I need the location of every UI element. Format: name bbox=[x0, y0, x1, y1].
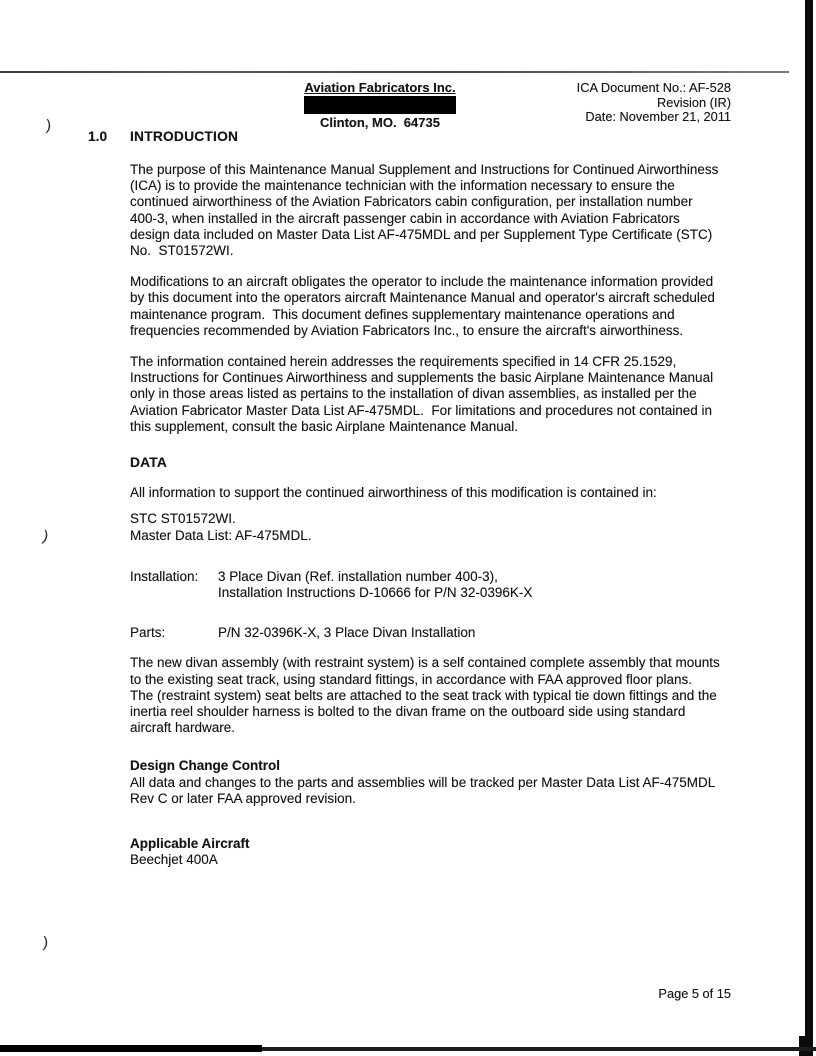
applicable-aircraft-title: Applicable Aircraft bbox=[130, 836, 250, 852]
design-change-block bbox=[130, 758, 721, 807]
data-references bbox=[130, 511, 721, 543]
applicable-aircraft-block bbox=[130, 836, 721, 868]
scan-edge-bottom-left-bar bbox=[0, 1045, 262, 1052]
document-info-block bbox=[577, 81, 731, 125]
data-section-title: DATA bbox=[130, 455, 168, 471]
divan-assembly-paragraph: The new divan assembly (with restraint system) is a self contained complete assembly that mounts to the existing seat track, using standard fittings, in accordance with FAA approved floor plans. The (restraint system) seat belts are attached to the seat track with typical tie down fittings and the inertia reel shoulder harness is bolted to the divan frame on the outboard side using standard aircraft hardware. bbox=[130, 655, 724, 736]
company-city: Clinton, MO. 64735 bbox=[320, 115, 440, 130]
scan-pen-mark: ) bbox=[42, 933, 49, 952]
stc-reference: STC ST01572WI. bbox=[130, 511, 236, 527]
company-header-block bbox=[295, 80, 465, 130]
scan-pen-mark: ) bbox=[41, 527, 50, 546]
data-intro-paragraph: All information to support the continued airworthiness of this modification is contained in: bbox=[130, 485, 657, 501]
redacted-address-bar bbox=[304, 96, 456, 114]
scan-edge-right-bar-foot bbox=[799, 1036, 813, 1056]
section-title: INTRODUCTION bbox=[130, 129, 239, 144]
installation-line-2: Installation Instructions D-10666 for P/N 32-0396K-X bbox=[218, 585, 533, 601]
scan-pen-mark: ) bbox=[45, 116, 52, 135]
mdl-reference: Master Data List: AF-475MDL. bbox=[130, 527, 312, 543]
intro-paragraph-3: The information contained herein addresses the requirements specified in 14 CFR 25.1529, Instructions for Continues Airworthiness and supplements the basic Airplane Maintenance Manual only in those areas listed as pertains to the installation of divan assemblies, as installed per the Aviation Fabricator Master Data List AF-475MDL. For limitations and procedures not contained in this supplement, consult the basic Airplane Maintenance Manual. bbox=[130, 354, 717, 434]
design-change-text: All data and changes to the parts and assemblies will be tracked per Master Data List AF-475MDL Rev C or later FAA approved revision. bbox=[130, 774, 719, 806]
doc-number: ICA Document No.: AF-528 bbox=[576, 80, 731, 95]
installation-value bbox=[218, 569, 721, 601]
document-body bbox=[130, 162, 724, 898]
scan-edge-right-bar bbox=[805, 0, 813, 1056]
design-change-title: Design Change Control bbox=[130, 758, 281, 774]
parts-row bbox=[130, 625, 721, 641]
header-divider bbox=[0, 71, 789, 73]
section-number: 1.0 bbox=[88, 129, 108, 144]
installation-label: Installation: bbox=[130, 568, 199, 584]
company-name: Aviation Fabricators Inc. bbox=[304, 80, 456, 95]
parts-value: P/N 32-0396K-X, 3 Place Divan Installation bbox=[218, 625, 476, 641]
doc-date: Date: November 21, 2011 bbox=[585, 109, 731, 125]
installation-row bbox=[130, 569, 721, 601]
applicable-aircraft-value: Beechjet 400A bbox=[130, 852, 218, 868]
installation-line-1: 3 Place Divan (Ref. installation number 400-3), bbox=[218, 568, 498, 584]
doc-revision: Revision (IR) bbox=[657, 94, 731, 110]
intro-paragraph-2: Modifications to an aircraft obligates the operator to include the maintenance information provided by this document into the operators aircraft Maintenance Manual and operator's aircraft scheduled maintenance program. This document defines supplementary maintenance operations and frequencies recommended by Aviation Fabricators Inc., to ensure the aircraft's airworthiness. bbox=[130, 274, 719, 338]
parts-label: Parts: bbox=[130, 625, 166, 641]
intro-paragraph-1: The purpose of this Maintenance Manual Supplement and Instructions for Continued Airworthiness (ICA) is to provide the maintenance technician with the information necessary to ensure the continued airworthiness of the Aviation Fabricators cabin configuration, per installation number 400-3, when installed in the aircraft passenger cabin in accordance with Aviation Fabricators design data included on Master Data List AF-475MDL and per Supplement Type Certificate (STC) No. ST01572WI. bbox=[130, 162, 723, 259]
page-number: Page 5 of 15 bbox=[658, 986, 731, 1001]
